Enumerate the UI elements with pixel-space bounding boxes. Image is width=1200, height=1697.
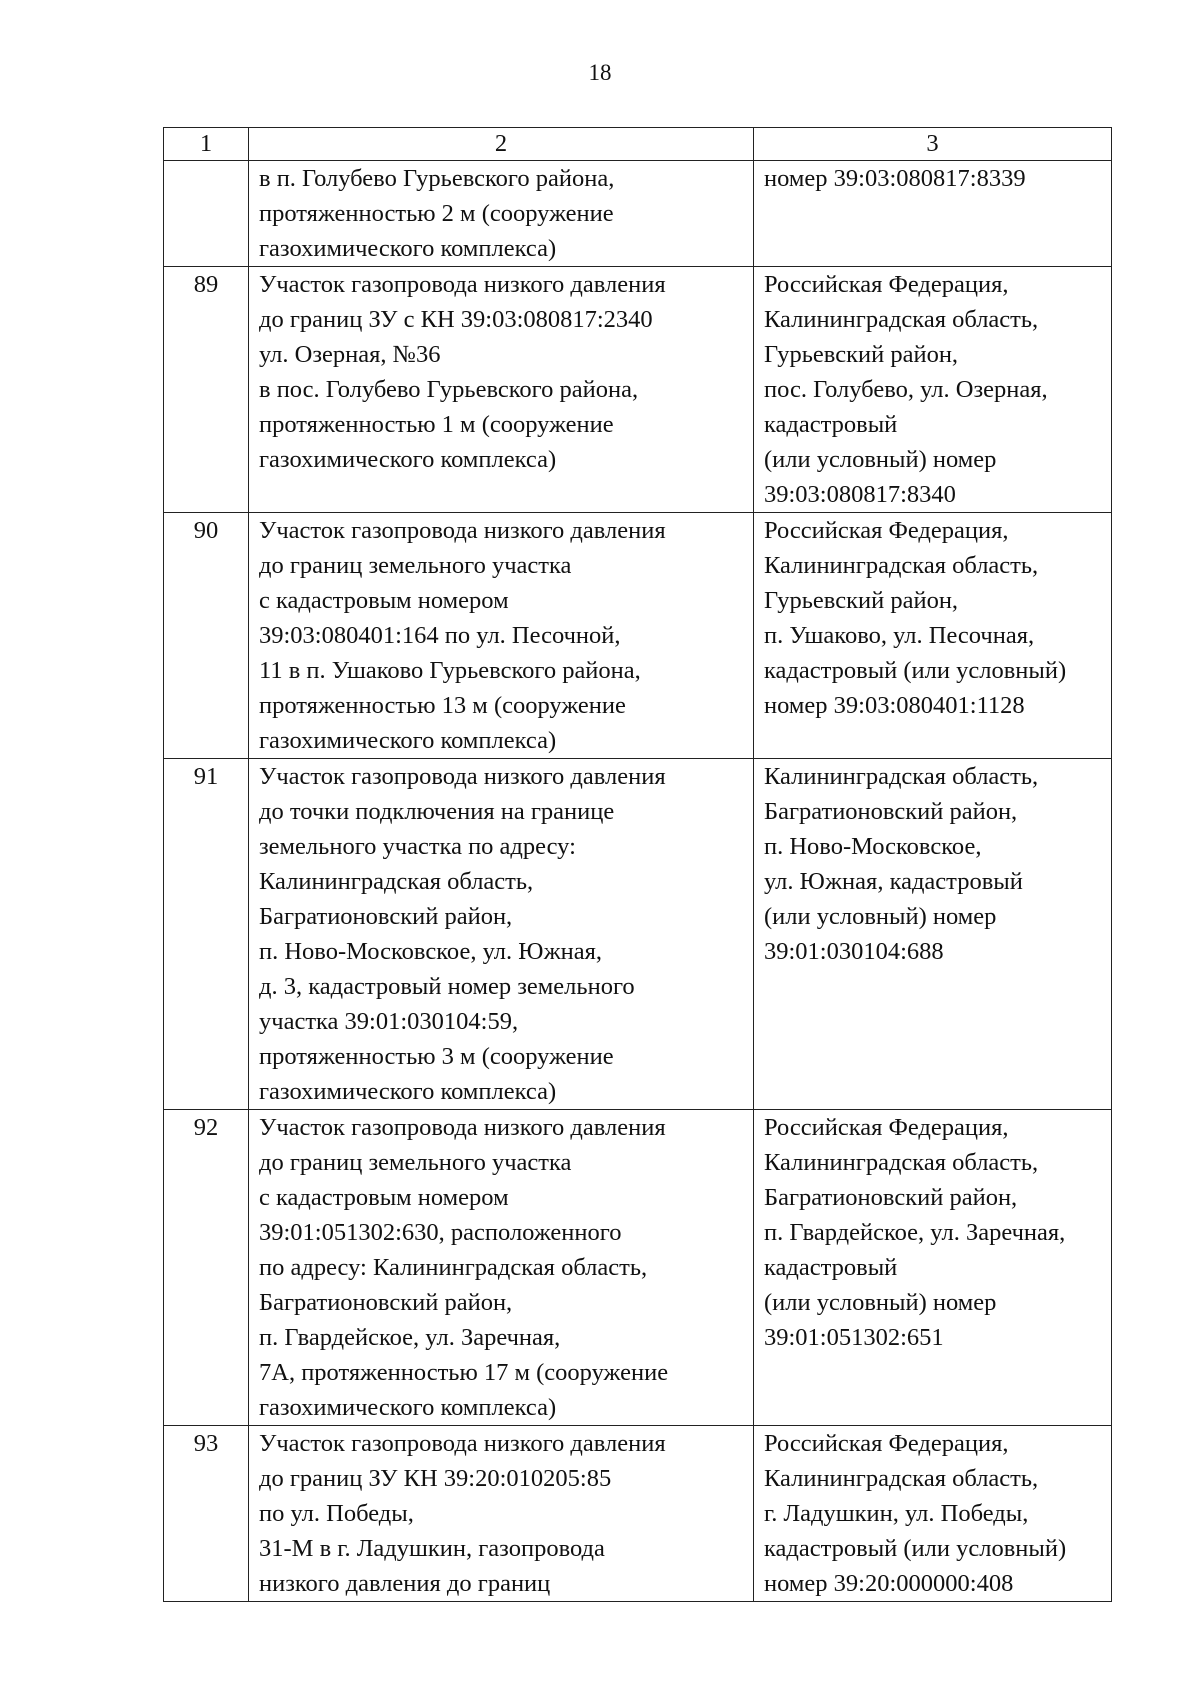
row-number: 93 xyxy=(164,1426,249,1602)
row-description xyxy=(249,1426,754,1602)
row-description xyxy=(249,513,754,759)
owner-line: Гурьевский район, xyxy=(764,587,959,614)
owner-line: кадастровый (или условный) xyxy=(764,1535,1067,1562)
owner-line: Калининградская область, xyxy=(764,1465,1039,1492)
owner-line: (или условный) номер xyxy=(764,1289,997,1316)
description-line: газохимического комплекса) xyxy=(259,1078,557,1105)
table-row xyxy=(164,1426,1112,1602)
owner-line: (или условный) номер xyxy=(764,446,997,473)
description-line: газохимического комплекса) xyxy=(259,446,557,473)
row-number xyxy=(164,161,249,267)
description-line: по ул. Победы, xyxy=(259,1500,414,1527)
row-owner xyxy=(754,267,1112,513)
description-line: до границ земельного участка xyxy=(259,1149,572,1176)
owner-line: Российская Федерация, xyxy=(764,1430,1009,1457)
owner-line: Гурьевский район, xyxy=(764,341,959,368)
description-line: с кадастровым номером xyxy=(259,1184,509,1211)
description-line: Участок газопровода низкого давления xyxy=(259,763,666,790)
description-line: д. 3, кадастровый номер земельного xyxy=(259,973,635,1000)
owner-line: Багратионовский район, xyxy=(764,1184,1018,1211)
description-line: 31-М в г. Ладушкин, газопровода xyxy=(259,1535,605,1562)
description-line: до границ ЗУ КН 39:20:010205:85 xyxy=(259,1465,612,1492)
description-line: ул. Озерная, №36 xyxy=(259,341,441,368)
table-row xyxy=(164,161,1112,267)
row-owner xyxy=(754,1110,1112,1426)
owner-line: 39:01:051302:651 xyxy=(764,1324,944,1351)
owner-line: Калининградская область, xyxy=(764,1149,1039,1176)
description-line: Участок газопровода низкого давления xyxy=(259,1430,666,1457)
description-line: земельного участка по адресу: xyxy=(259,833,576,860)
owner-line: номер 39:03:080817:8339 xyxy=(764,165,1026,192)
table-row xyxy=(164,267,1112,513)
description-line: протяженностью 13 м (сооружение xyxy=(259,692,626,719)
owner-line: Калининградская область, xyxy=(764,763,1039,790)
description-line: газохимического комплекса) xyxy=(259,1394,557,1421)
owner-line: г. Ладушкин, ул. Победы, xyxy=(764,1500,1029,1527)
description-line: газохимического комплекса) xyxy=(259,727,557,754)
row-description xyxy=(249,1110,754,1426)
owner-line: п. Ушаково, ул. Песочная, xyxy=(764,622,1035,649)
description-line: Калининградская область, xyxy=(259,868,534,895)
registry-table xyxy=(163,127,1112,1602)
description-line: Участок газопровода низкого давления xyxy=(259,1114,666,1141)
page-number: 18 xyxy=(588,60,612,85)
description-line: Багратионовский район, xyxy=(259,1289,513,1316)
owner-line: (или условный) номер xyxy=(764,903,997,930)
description-line: п. Гвардейское, ул. Заречная, xyxy=(259,1324,561,1351)
owner-line: кадастровый xyxy=(764,1254,898,1281)
owner-line: Калининградская область, xyxy=(764,552,1039,579)
owner-line: Российская Федерация, xyxy=(764,1114,1009,1141)
description-line: Участок газопровода низкого давления xyxy=(259,271,666,298)
owner-line: п. Гвардейское, ул. Заречная, xyxy=(764,1219,1066,1246)
description-line: до границ ЗУ с КН 39:03:080817:2340 xyxy=(259,306,653,333)
owner-line: п. Ново-Московское, xyxy=(764,833,982,860)
description-line: 11 в п. Ушаково Гурьевского района, xyxy=(259,657,641,684)
description-line: 39:01:051302:630, расположенного xyxy=(259,1219,622,1246)
description-line: в п. Голубево Гурьевского района, xyxy=(259,165,615,192)
description-line: 7А, протяженностью 17 м (сооружение xyxy=(259,1359,669,1386)
description-line: до границ земельного участка xyxy=(259,552,572,579)
row-owner xyxy=(754,513,1112,759)
row-number: 90 xyxy=(164,513,249,759)
column-header-owner: 3 xyxy=(754,128,1112,161)
row-description xyxy=(249,759,754,1110)
owner-line: номер 39:20:000000:408 xyxy=(764,1570,1014,1597)
description-line: газохимического комплекса) xyxy=(259,235,557,262)
row-number: 92 xyxy=(164,1110,249,1426)
row-owner xyxy=(754,161,1112,267)
row-description xyxy=(249,267,754,513)
description-line: с кадастровым номером xyxy=(259,587,509,614)
owner-line: 39:01:030104:688 xyxy=(764,938,944,965)
owner-line: Калининградская область, xyxy=(764,306,1039,333)
description-line: п. Ново-Московское, ул. Южная, xyxy=(259,938,602,965)
description-line: протяженностью 1 м (сооружение xyxy=(259,411,614,438)
table-row xyxy=(164,759,1112,1110)
owner-line: номер 39:03:080401:1128 xyxy=(764,692,1025,719)
owner-line: Российская Федерация, xyxy=(764,271,1009,298)
owner-line: Российская Федерация, xyxy=(764,517,1009,544)
description-line: 39:03:080401:164 по ул. Песочной, xyxy=(259,622,621,649)
column-header-number: 1 xyxy=(164,128,249,161)
owner-line: кадастровый (или условный) xyxy=(764,657,1067,684)
row-number: 91 xyxy=(164,759,249,1110)
row-description xyxy=(249,161,754,267)
owner-line: Багратионовский район, xyxy=(764,798,1018,825)
description-line: Участок газопровода низкого давления xyxy=(259,517,666,544)
table-row xyxy=(164,513,1112,759)
table-body xyxy=(164,161,1112,1602)
description-line: низкого давления до границ xyxy=(259,1570,551,1597)
owner-line: кадастровый xyxy=(764,411,898,438)
row-owner xyxy=(754,759,1112,1110)
row-owner xyxy=(754,1426,1112,1602)
description-line: до точки подключения на границе xyxy=(259,798,615,825)
row-number: 89 xyxy=(164,267,249,513)
description-line: протяженностью 3 м (сооружение xyxy=(259,1043,614,1070)
column-header-description: 2 xyxy=(249,128,754,161)
header-row xyxy=(164,128,1112,161)
table-row xyxy=(164,1110,1112,1426)
owner-line: пос. Голубево, ул. Озерная, xyxy=(764,376,1048,403)
description-line: Багратионовский район, xyxy=(259,903,513,930)
description-line: в пос. Голубево Гурьевского района, xyxy=(259,376,639,403)
owner-line: 39:03:080817:8340 xyxy=(764,481,956,508)
description-line: по адресу: Калининградская область, xyxy=(259,1254,648,1281)
owner-line: ул. Южная, кадастровый xyxy=(764,868,1023,895)
description-line: протяженностью 2 м (сооружение xyxy=(259,200,614,227)
description-line: участка 39:01:030104:59, xyxy=(259,1008,519,1035)
